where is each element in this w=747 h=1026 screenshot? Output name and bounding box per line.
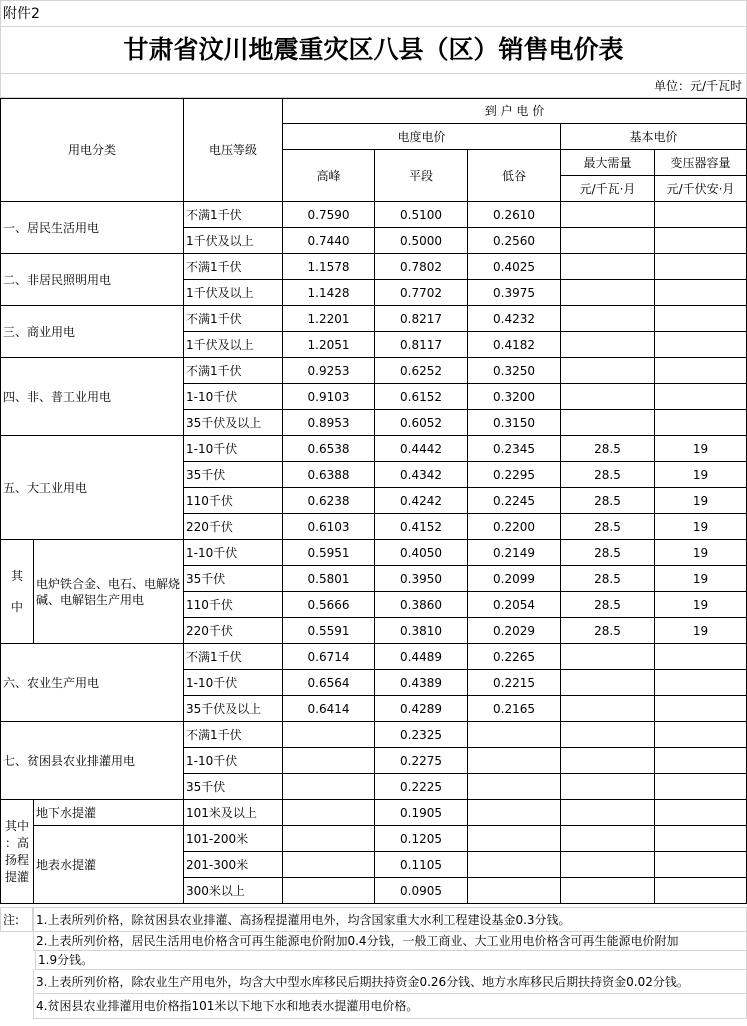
transformer-price [654,227,747,254]
max-demand-price [560,721,655,748]
flat-price: 0.6152 [374,383,468,410]
flat-price: 0.6052 [374,409,468,436]
page-title: 甘肃省汶川地震重灾区八县（区）销售电价表 [0,26,747,74]
peak-price: 0.8953 [282,409,375,436]
valley-price [467,825,561,852]
header-peak: 高峰 [282,149,375,202]
valley-price: 0.2295 [467,461,561,488]
note-item: 3.上表所列价格，除农业生产用电外，均含大中型水库移民后期扶持资金0.26分钱、地方水库移民后期扶持资金0.02分钱。 [33,969,747,994]
transformer-price: 19 [654,487,747,514]
peak-price [282,877,375,904]
category-label: 六、农业生产用电 [0,643,184,722]
note-item: 4.贫困县农业排灌用电价格指101米以下地下水和地表水提灌用电价格。 [33,993,747,1019]
max-demand-price [560,773,655,800]
voltage-level: 35千伏 [183,565,283,592]
header-delivered-price: 到 户 电 价 [282,98,747,124]
max-demand-price [560,877,655,904]
transformer-price [654,305,747,332]
unit-label: 单位：元/千瓦时 [0,73,747,98]
transformer-price [654,695,747,722]
peak-price: 0.5591 [282,617,375,644]
voltage-level: 1-10千伏 [183,747,283,774]
voltage-level: 220千伏 [183,513,283,540]
voltage-level: 110千伏 [183,487,283,514]
peak-price: 0.5951 [282,539,375,566]
transformer-price: 19 [654,461,747,488]
valley-price: 0.2265 [467,643,561,670]
flat-price: 0.4289 [374,695,468,722]
note-item: 1.上表所列价格，除贫困县农业排灌、高扬程提灌用电外，均含国家重大水利工程建设基金0.3分钱。 [33,907,747,932]
flat-price: 0.3950 [374,565,468,592]
peak-price: 0.6388 [282,461,375,488]
voltage-level: 1-10千伏 [183,669,283,696]
attachment-label: 附件2 [0,0,747,27]
peak-price: 0.9253 [282,357,375,384]
flat-price: 0.4342 [374,461,468,488]
voltage-level: 不满1千伏 [183,305,283,332]
voltage-level: 不满1千伏 [183,253,283,280]
flat-price: 0.4489 [374,643,468,670]
flat-price: 0.3860 [374,591,468,618]
valley-price: 0.4182 [467,331,561,358]
peak-price: 0.5801 [282,565,375,592]
transformer-price [654,825,747,852]
flat-price: 0.1105 [374,851,468,878]
valley-price: 0.2215 [467,669,561,696]
voltage-level: 110千伏 [183,591,283,618]
flat-price: 0.5100 [374,201,468,228]
header-energy-price: 电度电价 [282,123,561,150]
valley-price [467,747,561,774]
peak-price: 0.7440 [282,227,375,254]
voltage-level: 1-10千伏 [183,539,283,566]
flat-price: 0.1205 [374,825,468,852]
transformer-price [654,721,747,748]
category-label: 三、商业用电 [0,305,184,358]
transformer-price: 19 [654,435,747,462]
transformer-price: 19 [654,565,747,592]
sub-category-prefix: 其 中 [0,539,34,644]
max-demand-price [560,409,655,436]
max-demand-price [560,825,655,852]
voltage-level: 101-200米 [183,825,283,852]
flat-price: 0.2325 [374,721,468,748]
voltage-level: 201-300米 [183,851,283,878]
max-demand-price: 28.5 [560,513,655,540]
category-label: 一、居民生活用电 [0,201,184,254]
header-category: 用电分类 [0,98,184,202]
max-demand-price [560,357,655,384]
valley-price: 0.2610 [467,201,561,228]
flat-price: 0.2275 [374,747,468,774]
valley-price: 0.2165 [467,695,561,722]
valley-price: 0.2245 [467,487,561,514]
transformer-price: 19 [654,513,747,540]
transformer-price [654,383,747,410]
peak-price: 1.2051 [282,331,375,358]
valley-price [467,851,561,878]
peak-price: 0.6238 [282,487,375,514]
category-label: 五、大工业用电 [0,435,184,540]
flat-price: 0.1905 [374,799,468,826]
max-demand-price: 28.5 [560,461,655,488]
transformer-price [654,877,747,904]
voltage-level: 220千伏 [183,617,283,644]
peak-price: 0.5666 [282,591,375,618]
valley-price: 0.2149 [467,539,561,566]
valley-price: 0.3200 [467,383,561,410]
note-item: 1.9分钱。 [35,950,747,970]
peak-price: 1.1578 [282,253,375,280]
max-demand-price [560,331,655,358]
header-max-demand: 最大需量 [560,149,655,176]
transformer-price [654,409,747,436]
transformer-price [654,201,747,228]
max-demand-price [560,851,655,878]
flat-price: 0.0905 [374,877,468,904]
peak-price: 0.6103 [282,513,375,540]
peak-price [282,747,375,774]
category-label: 电炉铁合金、电石、电解烧碱、电解铝生产用电 [33,539,184,644]
max-demand-price [560,799,655,826]
voltage-level: 1-10千伏 [183,383,283,410]
voltage-level: 1-10千伏 [183,435,283,462]
valley-price: 0.2099 [467,565,561,592]
peak-price: 1.2201 [282,305,375,332]
flat-price: 0.8217 [374,305,468,332]
max-demand-price [560,253,655,280]
voltage-level: 101米及以上 [183,799,283,826]
category-label: 七、贫困县农业排灌用电 [0,721,184,800]
valley-price: 0.4025 [467,253,561,280]
flat-price: 0.8117 [374,331,468,358]
transformer-price [654,643,747,670]
valley-price: 0.3250 [467,357,561,384]
max-demand-price [560,305,655,332]
valley-price: 0.2560 [467,227,561,254]
valley-price: 0.3975 [467,279,561,306]
transformer-price: 19 [654,617,747,644]
valley-price: 0.2200 [467,513,561,540]
voltage-level: 不满1千伏 [183,201,283,228]
groundwater-irrigation-label: 地下水提灌 [33,799,184,826]
peak-price: 0.6564 [282,669,375,696]
max-demand-price: 28.5 [560,591,655,618]
peak-price [282,773,375,800]
valley-price: 0.4232 [467,305,561,332]
max-demand-price: 28.5 [560,617,655,644]
max-demand-price: 28.5 [560,487,655,514]
voltage-level: 35千伏 [183,773,283,800]
peak-price: 1.1428 [282,279,375,306]
flat-price: 0.6252 [374,357,468,384]
header-valley: 低谷 [467,149,561,202]
max-demand-price [560,227,655,254]
voltage-level: 35千伏及以上 [183,695,283,722]
valley-price: 0.3150 [467,409,561,436]
category-label: 二、非居民照明用电 [0,253,184,306]
voltage-level: 1千伏及以上 [183,227,283,254]
peak-price: 0.6538 [282,435,375,462]
max-demand-price: 28.5 [560,565,655,592]
peak-price: 0.7590 [282,201,375,228]
surface-irrigation-label: 地表水提灌 [33,825,184,904]
transformer-price [654,669,747,696]
valley-price [467,877,561,904]
transformer-price [654,773,747,800]
max-demand-price [560,747,655,774]
voltage-level: 300米以上 [183,877,283,904]
voltage-level: 35千伏 [183,461,283,488]
transformer-price [654,279,747,306]
valley-price: 0.2029 [467,617,561,644]
peak-price [282,825,375,852]
valley-price [467,773,561,800]
max-demand-price: 28.5 [560,539,655,566]
valley-price: 0.2054 [467,591,561,618]
peak-price [282,851,375,878]
valley-price: 0.2345 [467,435,561,462]
max-demand-price [560,669,655,696]
voltage-level: 35千伏及以上 [183,409,283,436]
header-flat: 平段 [374,149,468,202]
header-transformer-capacity: 变压器容量 [654,149,747,176]
header-basic-price: 基本电价 [560,123,747,150]
max-demand-price [560,201,655,228]
header-transformer-unit: 元/千伏安·月 [654,175,747,202]
flat-price: 0.4442 [374,435,468,462]
transformer-price [654,357,747,384]
irrigation-prefix: 其中 ：高 扬程 提灌 [0,799,34,904]
transformer-price [654,331,747,358]
peak-price: 0.9103 [282,383,375,410]
flat-price: 0.5000 [374,227,468,254]
voltage-level: 不满1千伏 [183,357,283,384]
transformer-price [654,799,747,826]
flat-price: 0.4050 [374,539,468,566]
peak-price [282,721,375,748]
peak-price: 0.6414 [282,695,375,722]
peak-price: 0.6714 [282,643,375,670]
max-demand-price [560,279,655,306]
transformer-price [654,747,747,774]
flat-price: 0.2225 [374,773,468,800]
category-label: 四、非、普工业用电 [0,357,184,436]
transformer-price: 19 [654,591,747,618]
flat-price: 0.3810 [374,617,468,644]
note-item: 2.上表所列价格，居民生活用电价格含可再生能源电价附加0.4分钱，一般工商业、大工业用电价格含可再生能源电价附加 [33,931,747,951]
max-demand-price [560,383,655,410]
voltage-level: 不满1千伏 [183,721,283,748]
flat-price: 0.7702 [374,279,468,306]
header-voltage: 电压等级 [183,98,283,202]
flat-price: 0.4242 [374,487,468,514]
transformer-price [654,253,747,280]
valley-price [467,721,561,748]
max-demand-price: 28.5 [560,435,655,462]
flat-price: 0.7802 [374,253,468,280]
voltage-level: 1千伏及以上 [183,331,283,358]
transformer-price [654,851,747,878]
valley-price [467,799,561,826]
flat-price: 0.4152 [374,513,468,540]
notes-label: 注: [0,907,33,932]
transformer-price: 19 [654,539,747,566]
peak-price [282,799,375,826]
max-demand-price [560,643,655,670]
max-demand-price [560,695,655,722]
flat-price: 0.4389 [374,669,468,696]
voltage-level: 不满1千伏 [183,643,283,670]
voltage-level: 1千伏及以上 [183,279,283,306]
header-max-demand-unit: 元/千瓦·月 [560,175,655,202]
